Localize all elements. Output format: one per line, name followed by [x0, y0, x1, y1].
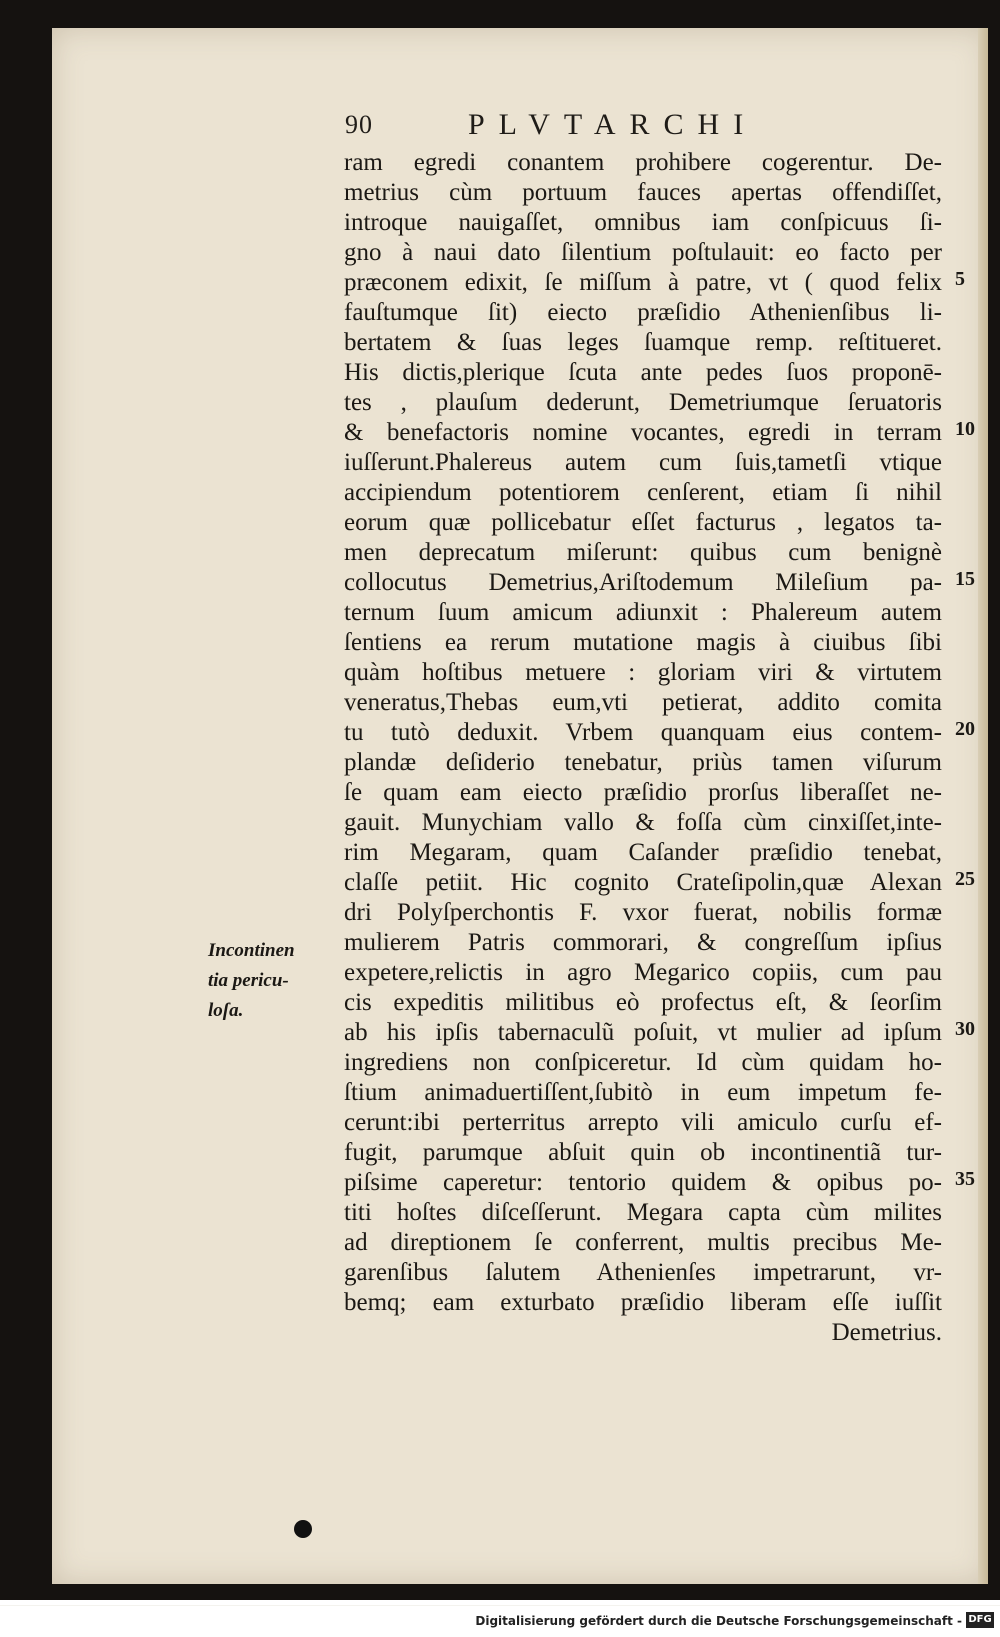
text-line: ſentiens ea rerum mutatione magis à ciuibus ſibi	[344, 629, 942, 656]
text-line: introque nauigaſſet, omnibus iam conſpicuus ſi-	[344, 209, 942, 236]
line-number: 10	[955, 418, 975, 440]
page-number: 90	[345, 110, 373, 139]
marginal-note	[208, 936, 336, 1026]
text-line: eorum quæ pollicebatur eſſet facturus , legatos ta-	[344, 509, 942, 536]
marginal-note-line: tia pericu-	[208, 970, 289, 991]
text-line: plandæ deſiderio tenebatur, priùs tamen viſurum	[344, 749, 942, 776]
text-line: bemq; eam exturbato præſidio liberam eſſe iuſſit	[344, 1289, 942, 1316]
text-line: & benefactoris nomine vocantes, egredi in terram	[344, 419, 942, 446]
line-number: 5	[955, 268, 965, 290]
ink-dot	[294, 1520, 312, 1538]
text-line: expetere,relictis in agro Megarico copiis, cum pau	[344, 959, 942, 986]
text-line: quàm hoſtibus metuere : gloriam viri & virtutem	[344, 659, 942, 686]
text-line: ſtium animaduertiſſent,ſubitò in eum impetum fe-	[344, 1079, 942, 1106]
text-line: ſe quam eam eiecto præſidio prorſus liberaſſet ne-	[344, 779, 942, 806]
text-line: Demetrius.	[831, 1319, 942, 1346]
text-line: piſsime caperetur: tentorio quidem & opibus po-	[344, 1169, 942, 1196]
footer-credit: Digitalisierung gefördert durch die Deutsche Forschungsgemeinschaft -	[475, 1614, 962, 1628]
line-number: 25	[955, 868, 975, 890]
main-text-block	[344, 148, 944, 1348]
text-line: fugit, parumque abſuit quin ob incontinentiã tur-	[344, 1139, 942, 1166]
text-line: gno à naui dato ſilentium poſtulauit: eo facto per	[344, 239, 942, 266]
marginal-note-line: Incontinen	[208, 940, 295, 961]
text-line: metrius cùm portuum fauces apertas offendiſſet,	[344, 179, 942, 206]
text-line: garenſibus ſalutem Athenienſes impetrarunt, vr-	[344, 1259, 942, 1286]
text-line: præconem edixit, ſe miſſum à patre, vt ( quod felix	[344, 269, 942, 296]
text-line: claſſe petiit. Hic cognito Crateſipolin,quæ Alexan	[344, 869, 942, 896]
text-line: ram egredi conantem prohibere cogerentur. De-	[344, 149, 942, 176]
page-edge	[978, 28, 988, 1584]
text-line: cerunt:ibi perterritus arrepto vili amiculo curſu ef-	[344, 1109, 942, 1136]
text-line: ternum ſuum amicum adiunxit : Phalereum autem	[344, 599, 942, 626]
line-number: 20	[955, 718, 975, 740]
text-line: tes , plauſum dederunt, Demetriumque ſeruatoris	[344, 389, 942, 416]
line-number: 15	[955, 568, 975, 590]
text-line: gauit. Munychiam vallo & foſſa cùm cinxiſſet,inte-	[344, 809, 942, 836]
text-line: mulierem Patris commorari, & congreſſum ipſius	[344, 929, 942, 956]
text-line: iuſſerunt.Phalereus autem cum ſuis,tametſi vtique	[344, 449, 942, 476]
text-line: His dictis,plerique ſcuta ante pedes ſuos proponē-	[344, 359, 942, 386]
text-line: veneratus,Thebas eum,vti petierat, addito comita	[344, 689, 942, 716]
text-line: tu tutò deduxit. Vrbem quanquam eius contem-	[344, 719, 942, 746]
text-line: rim Megaram, quam Caſander præſidio tenebat,	[344, 839, 942, 866]
marginal-note-line: loſa.	[208, 1000, 244, 1021]
text-line: titi hoſtes diſceſſerunt. Megara capta cùm milites	[344, 1199, 942, 1226]
text-line: bertatem & ſuas leges ſuamque remp. reſtitueret.	[344, 329, 942, 356]
footer-bar	[0, 1606, 1000, 1637]
line-number: 30	[955, 1018, 975, 1040]
running-title: PLVTARCHI	[468, 108, 758, 141]
line-number: 35	[955, 1168, 975, 1190]
text-line: fauſtumque ſit) eiecto præſidio Athenienſibus li-	[344, 299, 942, 326]
text-line: dri Polyſperchontis F. vxor fuerat, nobilis formæ	[344, 899, 942, 926]
text-line: collocutus Demetrius,Ariſtodemum Mileſium pa-	[344, 569, 942, 596]
text-line: ab his ipſis tabernaculũ poſuit, vt mulier ad ipſum	[344, 1019, 942, 1046]
text-line: men deprecatum miſerunt: quibus cum benignè	[344, 539, 942, 566]
text-line: cis expeditis militibus eò profectus eſt, & ſeorſim	[344, 989, 942, 1016]
text-line: ad direptionem ſe conferrent, multis precibus Me-	[344, 1229, 942, 1256]
text-line: ingrediens non conſpiceretur. Id cùm quidam ho-	[344, 1049, 942, 1076]
text-line: accipiendum potentiorem cenſerent, etiam ſi nihil	[344, 479, 942, 506]
dfg-logo: DFG	[966, 1612, 994, 1628]
